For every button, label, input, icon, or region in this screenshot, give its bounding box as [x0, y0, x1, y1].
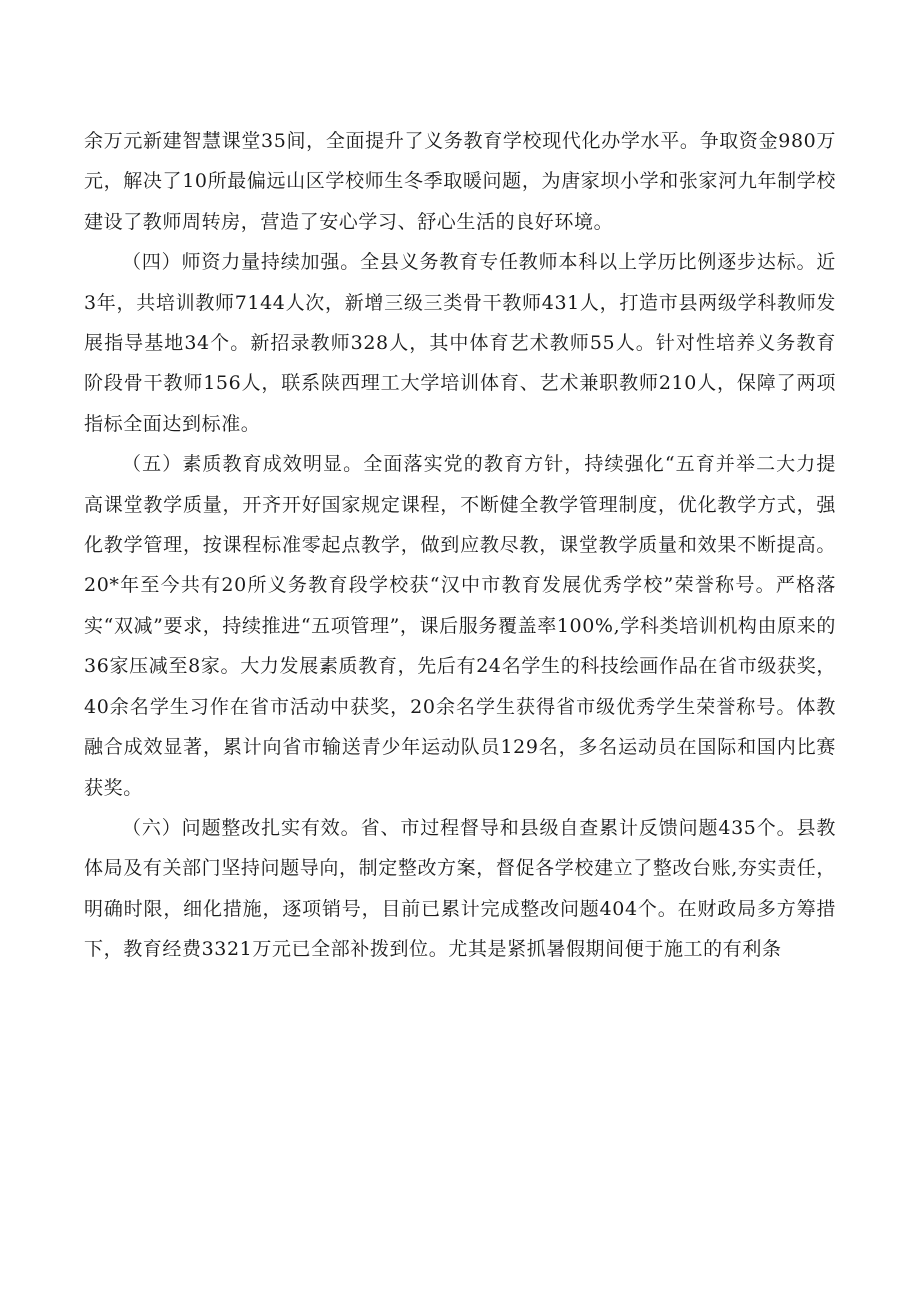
paragraph-continuation: 余万元新建智慧课堂35间，全面提升了义务教育学校现代化办学水平。争取资金980万元，解决了10所最偏远山区学校师生冬季取暖问题，为唐家坝小学和张家河九年制学校建设了教师周转房，营造了安心学习、舒心生活的良好环境。: [84, 130, 836, 233]
document-body: [84, 121, 836, 970]
paragraph-teacher-strength: （四）师资力量持续加强。全县义务教育专任教师本科以上学历比例逐步达标。近3年，共培训教师7144人次，新增三级三类骨干教师431人，打造市县两级学科教师发展指导基地34个。新招录教师328人，其中体育艺术教师55人。针对性培养义务教育阶段骨干教师156人，联系陕西理工大学培训体育、艺术兼职教师210人，保障了两项指标全面达到标准。: [84, 251, 836, 435]
paragraph-problem-rectification: （六）问题整改扎实有效。省、市过程督导和县级自查累计反馈问题435个。县教体局及有关部门坚持问题导向，制定整改方案，督促各学校建立了整改台账,夯实责任，明确时限，细化措施，逐项销号，目前已累计完成整改问题404个。在财政局多方筹措下，教育经费3321万元已全部补拨到位。尤其是紧抓暑假期间便于施工的有利条: [84, 816, 836, 961]
paragraph-quality-education: （五）素质教育成效明显。全面落实党的教育方针，持续强化“五育并举二大力提高课堂教学质量，开齐开好国家规定课程，不断健全教学管理制度，优化教学方式，强化教学管理，按课程标准零起点教学，做到应教尽教，课堂教学质量和效果不断提高。20*年至今共有20所义务教育段学校获“汉中市教育发展优秀学校”荣誉称号。严格落实“双减”要求，持续推进“五项管理”，课后服务覆盖率100%,学科类培训机构由原来的36家压减至8家。大力发展素质教育，先后有24名学生的科技绘画作品在省市级获奖，40余名学生习作在省市活动中获奖，20余名学生获得省市级优秀学生荣誉称号。体教融合成效显著，累计向省市输送青少年运动队员129名，多名运动员在国际和国内比赛获奖。: [84, 453, 836, 799]
